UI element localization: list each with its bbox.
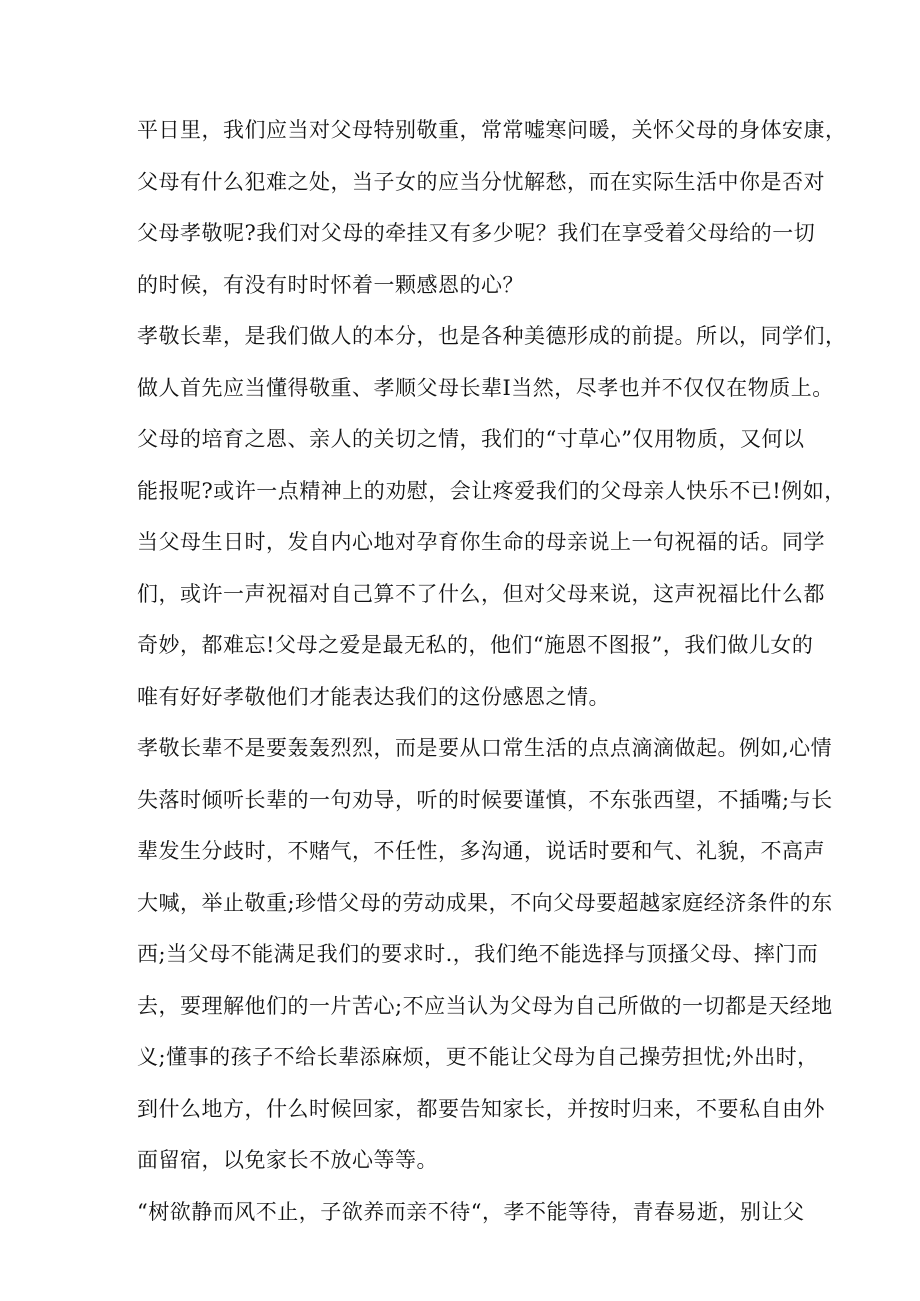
text-line: 奇妙，都难忘!父母之爱是最无私的，他们“施恩不图报”，我们做儿女的 (137, 633, 814, 657)
text-line: 父母有什么犯难之处，当子女的应当分忧解愁，而在实际生活中你是否对 (137, 169, 825, 194)
body-text (137, 110, 847, 1243)
text-line: 面留宿，以免家长不放心等等。 (137, 1148, 438, 1172)
text-line: 的时候，有没有时时怀着一颗感恩的心？ (137, 272, 524, 297)
text-line: 们，或许一声祝福对自己算不了什么，但对父母来说，这声祝福比什么都 (137, 581, 825, 606)
text-line: 孝敬长辈，是我们做人的本分，也是各种美德形成的前提。所以，同学们， (137, 324, 847, 348)
text-line: 失落时倾听长辈的一句劝导，听的时候要谨慎，不东张西望，不插嘴;与长 (137, 787, 833, 812)
text-line: 义;懂事的孩子不给长辈添麻烦，更不能让父母为自己操劳担忧;外出时， (137, 1045, 819, 1069)
text-line: 唯有好好孝敬他们才能表达我们的这份感恩之情。 (137, 684, 610, 709)
text-line: 西;当父母不能满足我们的要求时.，我们绝不能选择与顶搔父母、摔门而 (137, 942, 819, 966)
text-line: 能报呢?或许一点精神上的劝慰，会让疼爱我们的父母亲人快乐不已!例如， (137, 478, 846, 503)
text-line: “树欲静而风不止，子欲养而亲不待“，孝不能等待，青春易逝，别让父 (137, 1199, 805, 1224)
text-line: 做人首先应当懂得敬重、孝顺父母长辈Ⅰ当然，尽孝也并不仅仅在物质上。 (137, 375, 834, 400)
text-line: 辈发生分歧时，不赌气，不任性，多沟通，说话时要和气、礼貌，不高声 (137, 839, 825, 863)
text-line: 去，要理解他们的一片苦心;不应当认为父母为自己所做的一切都是天经地 (137, 993, 833, 1018)
text-line: 父母孝敬呢?我们对父母的牵挂又有多少呢？我们在享受着父母给的一切 (137, 221, 816, 245)
text-line: 当父母生日时，发自内心地对孕育你生命的母亲说上一句祝福的话。同学 (137, 530, 825, 554)
text-line: 父母的培育之恩、亲人的关切之情，我们的“寸草心”仅用物质，又何以 (137, 427, 805, 451)
text-line: 平日里，我们应当对父母特别敬重，常常嘘寒问暖，关怀父母的身体安康， (137, 118, 847, 142)
text-line: 孝敬长辈不是要轰轰烈烈，而是要从口常生活的点点滴滴做起。例如,心情 (137, 736, 833, 760)
text-line: 大喊，举止敬重;珍惜父母的劳动成果，不向父母要超越家庭经济条件的东 (137, 890, 833, 915)
text-line: 到什么地方，什么时候回家，都要告知家长，并按时归来，不要私自由外 (137, 1096, 825, 1121)
